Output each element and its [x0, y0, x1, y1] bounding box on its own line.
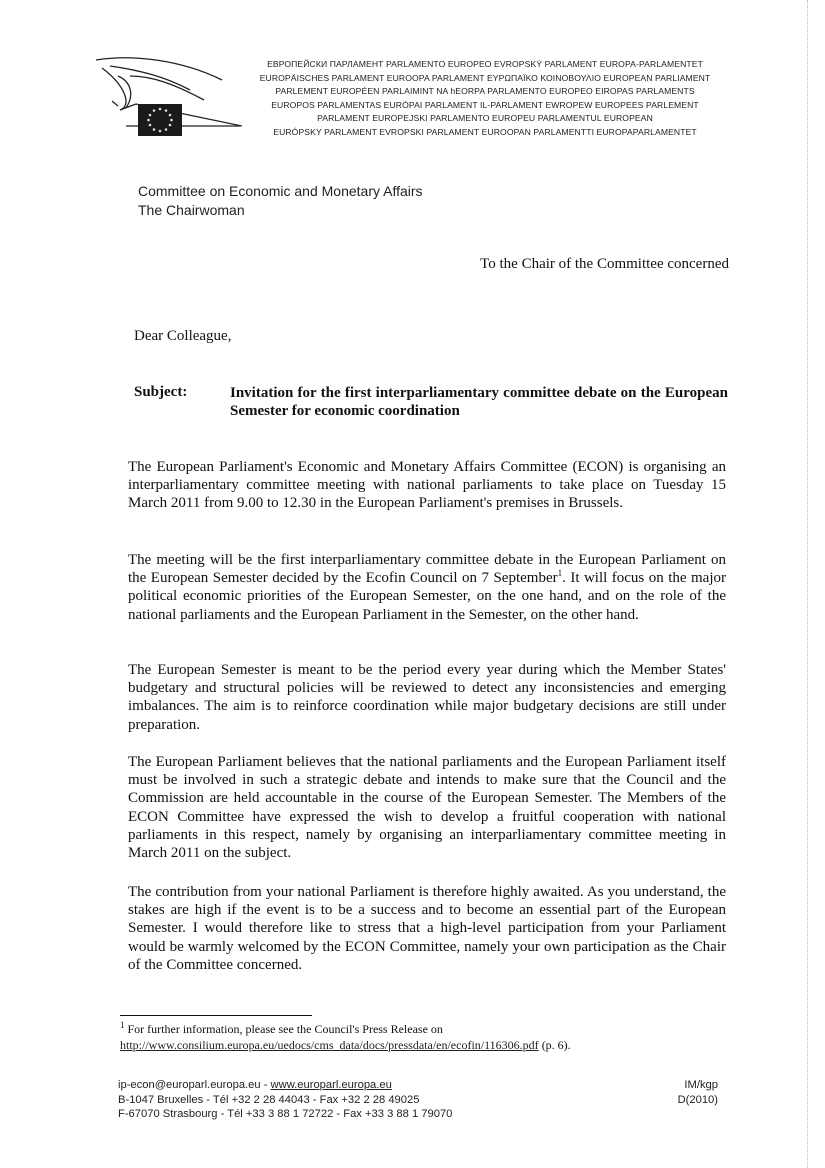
salutation: Dear Colleague,	[134, 328, 232, 344]
parliament-names-line: ЕВРОПЕЙСКИ ПАРЛАМЕНТ PARLAMENTO EUROPEO EVROPSKÝ PARLAMENT EUROPA-PARLAMENTET	[267, 59, 703, 69]
parliament-names-line: EUROPÄISCHES PARLAMENT EUROOPA PARLAMENT ΕΥΡΩΠΑΪΚΟ ΚΟΙΝΟΒΟΥΛΙΟ EUROPEAN PARLIAMENT	[259, 72, 711, 83]
body-paragraph-4: The European Parliament believes that the national parliaments and the European Parliament itself must be involved in such a strategic debate and intends to make sure that the Council and the Commission are held accountable in the course of the European Semester. The Members of the ECON Committee have expressed the wish to develop a fruitful cooperation with national parliaments in this respect, namely by organising an interparliamentary committee meeting in March 2011 on the subject.	[128, 754, 726, 862]
contact-email[interactable]: ip-econ@europarl.europa.eu	[118, 1079, 261, 1091]
parliament-names	[220, 58, 750, 140]
parliament-names-line: PARLAMENT EUROPEJSKI PARLAMENTO EUROPEU PARLAMENTUL EUROPEAN	[317, 113, 653, 124]
subject-label: Subject:	[134, 384, 188, 400]
body-paragraph-2	[128, 551, 726, 624]
reference-initials: IM/kgp	[684, 1079, 718, 1091]
footnote-divider	[120, 1015, 312, 1016]
footnote	[120, 1021, 740, 1053]
parliament-names-line: EURÓPSKY PARLAMENT EVROPSKI PARLAMENT EUROOPAN PARLAMENTTI EUROPAPARLAMENTET	[273, 126, 697, 137]
body-paragraph-3: The European Semester is meant to be the period every year during which the Member States' budgetary and structural policies will be reviewed to detect any inconsistencies and emerging imbalances. The aim is to reinforce coordination while major budgetary decisions are still under preparation.	[128, 662, 726, 733]
parliament-names-line: PARLEMENT EUROPÉEN PARLAIMINT NA hEORPA PARLAMENTO EUROPEO EIROPAS PARLAMENTS	[275, 86, 695, 97]
scan-edge-divider	[807, 0, 808, 1168]
sender-block	[138, 182, 423, 220]
contact-footer	[118, 1078, 452, 1122]
address-brussels: B-1047 Bruxelles - Tél +32 2 28 44043 - Fax +32 2 28 49025	[118, 1093, 420, 1106]
contact-website[interactable]: www.europarl.europa.eu	[270, 1079, 392, 1091]
recipient: To the Chair of the Committee concerned	[480, 256, 729, 272]
footnote-link[interactable]: http://www.consilium.europa.eu/uedocs/cms_data/docs/pressdata/en/ecofin/116306.pdf	[120, 1038, 539, 1052]
body-paragraph-1: The European Parliament's Economic and Monetary Affairs Committee (ECON) is organising an interparliamentary committee meeting with national parliaments to take place on Tuesday 15 March 2011 from 9.00 to 12.30 in the European Parliament's premises in Brussels.	[128, 459, 726, 512]
contact-separator: -	[260, 1079, 271, 1091]
paragraph-text: The meeting will be the first interparliamentary committee debate in the European Parliament on the European Semester decided by the Ecofin Council on 7 September	[128, 552, 726, 587]
address-strasbourg: F-67070 Strasbourg - Tél +33 3 88 1 72722 - Fax +33 3 88 1 79070	[118, 1108, 453, 1120]
subject-text: Invitation for the first interparliamentary committee debate on the European Semester for economic coordination	[230, 385, 728, 419]
reference-block	[640, 1078, 718, 1107]
footnote-suffix: (p. 6).	[538, 1038, 571, 1052]
sender-role: The Chairwoman	[138, 202, 245, 218]
footnote-reference: 1	[557, 568, 563, 579]
footnote-mark: 1	[120, 1020, 125, 1030]
parliament-names-line: EUROPOS PARLAMENTAS EURÓPAI PARLAMENT IL-PARLAMENT EWROPEW EUROPEES PARLEMENT	[271, 99, 699, 110]
reference-code: D(2010)	[677, 1093, 718, 1106]
footnote-text: For further information, please see the Council's Press Release on	[124, 1022, 443, 1036]
paragraph-text: . It will focus on the major political economic priorities of the European Semester, on the one hand, and on the role of the national parliaments and the European Parliament in the Semester, on the other hand.	[128, 570, 726, 623]
committee-name: Committee on Economic and Monetary Affairs	[138, 183, 423, 199]
eu-flag-icon	[138, 104, 182, 136]
body-paragraph-5: The contribution from your national Parliament is therefore highly awaited. As you understand, the stakes are high if the event is to be a success and to become an essential part of the European Semester. I would therefore like to stress that a high-level participation from your Parliament would be warmly welcomed by the ECON Committee, namely your own participation as the Chair of the Committee concerned.	[128, 884, 726, 973]
